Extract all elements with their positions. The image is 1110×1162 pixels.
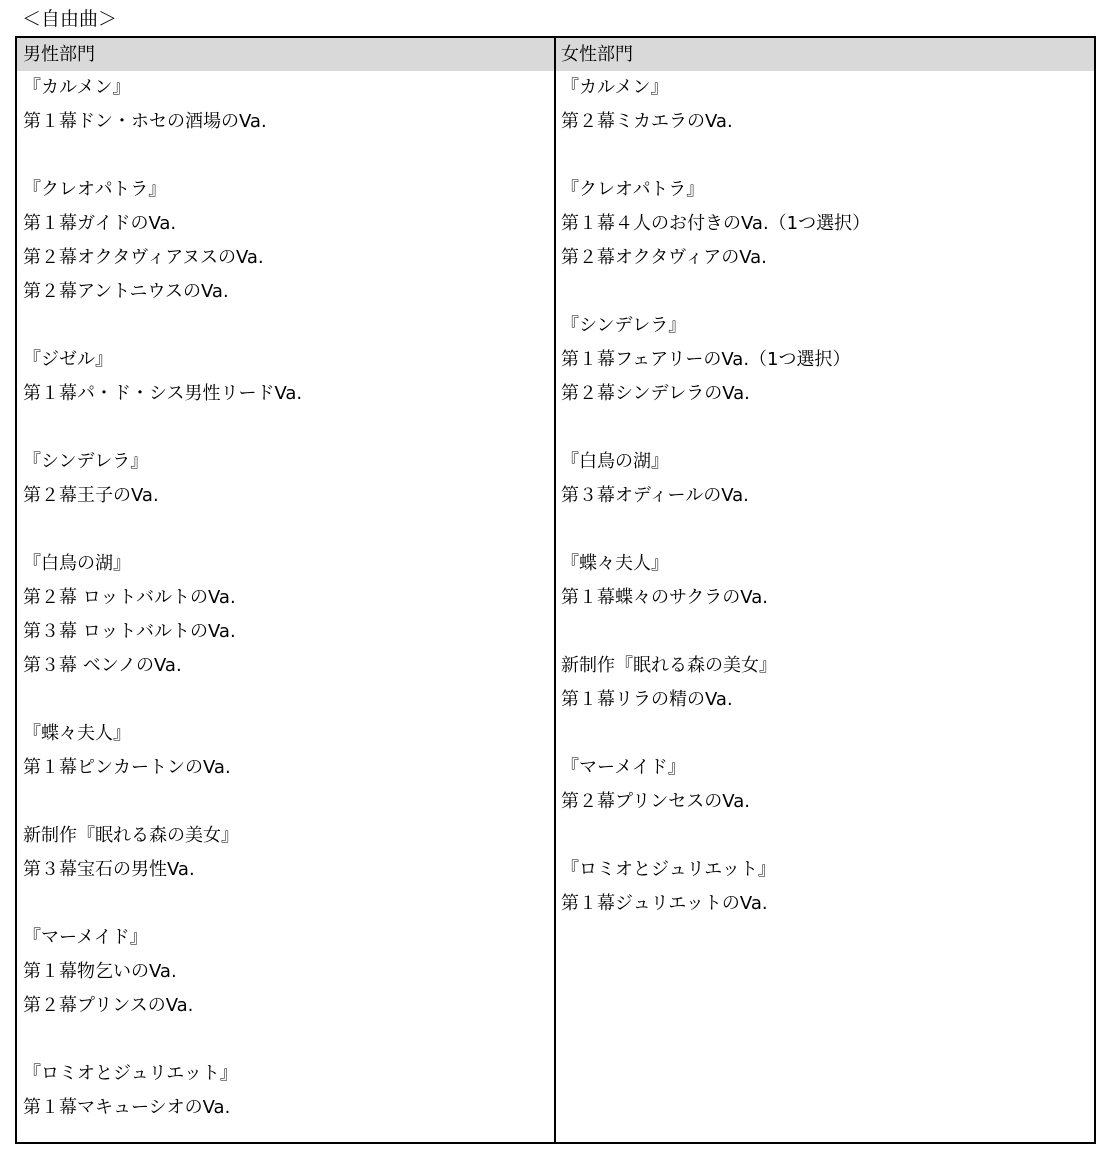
ballet-title-row: 『白鳥の湖』	[561, 451, 669, 472]
variation-row: 第１幕蝶々のサクラのVa.	[561, 587, 768, 608]
ballet-title-row: 『蝶々夫人』	[23, 723, 131, 744]
variation-row: 第２幕アントニウスのVa.	[23, 281, 229, 302]
blank-row	[556, 275, 1094, 309]
variation-row: 第１幕フェアリーのVa.（1つ選択）	[561, 349, 851, 370]
blank-row	[556, 819, 1094, 853]
variation-row: 第２幕オクタヴィアヌスのVa.	[23, 247, 264, 268]
variation-row: 第２幕オクタヴィアのVa.	[561, 247, 767, 268]
ballet-title-row: 『シンデレラ』	[23, 451, 149, 472]
variation-row: 第１幕ジュリエットのVa.	[561, 893, 768, 914]
blank-row	[17, 309, 554, 343]
blank-row	[17, 139, 554, 173]
male-rows	[17, 71, 554, 1125]
variation-row: 第３幕 ロットバルトのVa.	[23, 621, 236, 642]
blank-row	[17, 1023, 554, 1057]
variation-row: 第２幕王子のVa.	[23, 485, 159, 506]
variation-row: 第１幕リラの精のVa.	[561, 689, 733, 710]
variation-row: 第１幕マキューシオのVa.	[23, 1097, 231, 1118]
ballet-title-row: 『クレオパトラ』	[561, 179, 705, 200]
ballet-title-row: 『カルメン』	[23, 77, 131, 98]
ballet-title-row: 新制作『眠れる森の美女』	[23, 825, 239, 846]
ballet-title-row: 『ロミオとジュリエット』	[23, 1063, 238, 1084]
variation-row: 第１幕物乞いのVa.	[23, 961, 177, 982]
female-division-column	[556, 38, 1094, 1142]
blank-row	[556, 717, 1094, 751]
ballet-title-row: 『マーメイド』	[561, 757, 686, 778]
repertoire-table	[15, 36, 1096, 1144]
blank-row	[556, 513, 1094, 547]
female-rows	[556, 71, 1094, 921]
variation-row: 第１幕ガイドのVa.	[23, 213, 177, 234]
variation-row: 第１幕４人のお付きのVa.（1つ選択）	[561, 213, 871, 234]
ballet-title-row: 『蝶々夫人』	[561, 553, 669, 574]
variation-row: 第２幕プリンセスのVa.	[561, 791, 750, 812]
ballet-title-row: 新制作『眠れる森の美女』	[561, 655, 777, 676]
variation-row: 第１幕パ・ド・シス男性リードVa.	[23, 383, 303, 404]
blank-row	[556, 139, 1094, 173]
ballet-title-row: 『ロミオとジュリエット』	[561, 859, 776, 880]
column-header-female: 女性部門	[556, 38, 1094, 71]
variation-row: 第１幕ピンカートンのVa.	[23, 757, 231, 778]
variation-row: 第３幕宝石の男性Va.	[23, 859, 195, 880]
ballet-title-row: 『クレオパトラ』	[23, 179, 167, 200]
blank-row	[17, 887, 554, 921]
ballet-title-row: 『カルメン』	[561, 77, 669, 98]
blank-row	[17, 513, 554, 547]
blank-row	[17, 785, 554, 819]
variation-row: 第２幕ミカエラのVa.	[561, 111, 733, 132]
ballet-title-row: 『白鳥の湖』	[23, 553, 131, 574]
ballet-title-row: 『マーメイド』	[23, 927, 148, 948]
page-title: ＜自由曲＞	[22, 8, 118, 30]
variation-row: 第３幕オディールのVa.	[561, 485, 749, 506]
blank-row	[556, 615, 1094, 649]
ballet-title-row: 『シンデレラ』	[561, 315, 687, 336]
column-header-male: 男性部門	[17, 38, 554, 71]
variation-row: 第２幕プリンスのVa.	[23, 995, 194, 1016]
variation-row: 第２幕 ロットバルトのVa.	[23, 587, 236, 608]
blank-row	[17, 683, 554, 717]
blank-row	[556, 411, 1094, 445]
variation-row: 第２幕シンデレラのVa.	[561, 383, 750, 404]
ballet-title-row: 『ジゼル』	[23, 349, 113, 370]
variation-row: 第１幕ドン・ホセの酒場のVa.	[23, 111, 267, 132]
blank-row	[17, 411, 554, 445]
male-division-column	[17, 38, 556, 1142]
variation-row: 第３幕 ベンノのVa.	[23, 655, 182, 676]
